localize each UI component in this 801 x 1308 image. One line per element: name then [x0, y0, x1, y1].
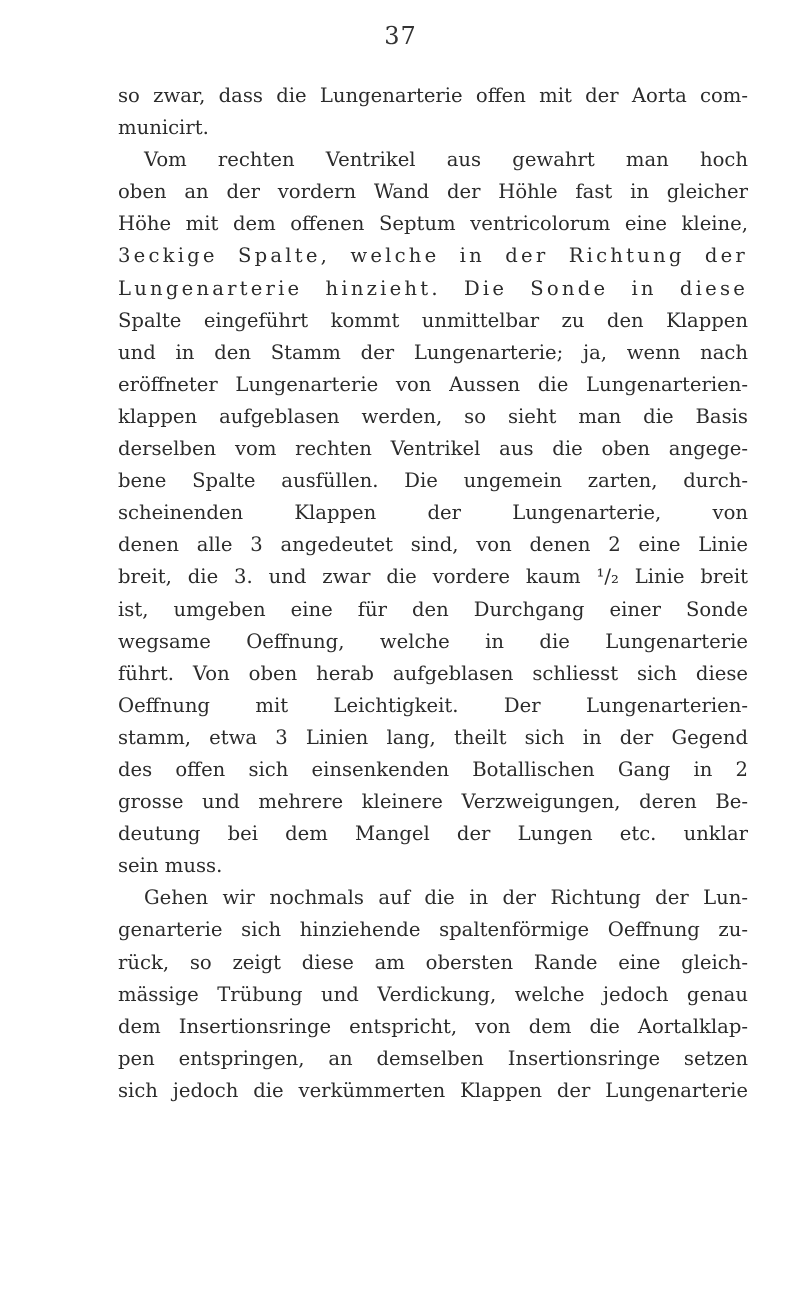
text-line: führt. Von oben herab aufgeblasen schliesst sich diese — [118, 661, 748, 685]
text-line: scheinenden Klappen der Lungenarterie, von — [118, 501, 748, 525]
text-line: oben an der vordern Wand der Höhle fast in gleicher — [118, 180, 748, 204]
text-line: eröffneter Lungenarterie von Aussen die Lungenarterien- — [118, 372, 748, 396]
text-line: und in den Stamm der Lungenarterie; ja, wenn nach — [118, 340, 748, 364]
text-line: deutung bei dem Mangel der Lungen etc. unklar — [118, 822, 748, 846]
text-line: rück, so zeigt diese am obersten Rande eine gleich- — [118, 950, 748, 974]
text-line: sein muss. — [118, 854, 223, 878]
text-line: derselben vom rechten Ventrikel aus die oben angege- — [118, 437, 748, 461]
text-line: klappen aufgeblasen werden, so sieht man die Basis — [118, 404, 748, 428]
text-line: Gehen wir nochmals auf die in der Richtung der Lun- — [144, 886, 748, 910]
text-line: des offen sich einsenkenden Botallischen Gang in 2 — [118, 757, 748, 781]
text-line: wegsame Oeffnung, welche in die Lungenarterie — [118, 629, 748, 653]
text-line: Oeffnung mit Leichtigkeit. Der Lungenarterien- — [118, 693, 748, 717]
text-line: municirt. — [118, 116, 209, 140]
text-line: Vom rechten Ventrikel aus gewahrt man hoch — [144, 148, 748, 172]
text-line: pen entspringen, an demselben Insertionsringe setzen — [118, 1046, 748, 1070]
text-line: genarterie sich hinziehende spaltenförmige Oeffnung zu- — [118, 918, 748, 942]
text-line: so zwar, dass die Lungenarterie offen mit der Aorta com- — [118, 84, 748, 107]
text-line: Höhe mit dem offenen Septum ventricolorum eine kleine, — [118, 212, 748, 236]
text-line: Lungenarterie hinzieht. Die Sonde in diese — [118, 276, 748, 300]
text-line: 3eckige Spalte, welche in der Richtung der — [118, 244, 748, 268]
text-line: sich jedoch die verkümmerten Klappen der Lungenarterie — [118, 1078, 748, 1102]
text-line: stamm, etwa 3 Linien lang, theilt sich in der Gegend — [118, 725, 748, 749]
text-line: grosse und mehrere kleinere Verzweigungen, deren Be- — [118, 790, 748, 814]
page-number: 37 — [384, 22, 417, 50]
text-line: dem Insertionsringe entspricht, von dem die Aortalklap- — [118, 1014, 748, 1038]
text-line: ist, umgeben eine für den Durchgang einer Sonde — [118, 597, 748, 621]
text-line: Spalte eingeführt kommt unmittelbar zu den Klappen — [118, 308, 748, 332]
text-line: breit, die 3. und zwar die vordere kaum ¹/₂ Linie breit — [118, 565, 748, 589]
text-line: bene Spalte ausfüllen. Die ungemein zarten, durch- — [118, 469, 748, 493]
text-line: mässige Trübung und Verdickung, welche jedoch genau — [118, 982, 748, 1006]
text-line: denen alle 3 angedeutet sind, von denen 2 eine Linie — [118, 533, 748, 557]
body-text — [118, 80, 748, 1107]
